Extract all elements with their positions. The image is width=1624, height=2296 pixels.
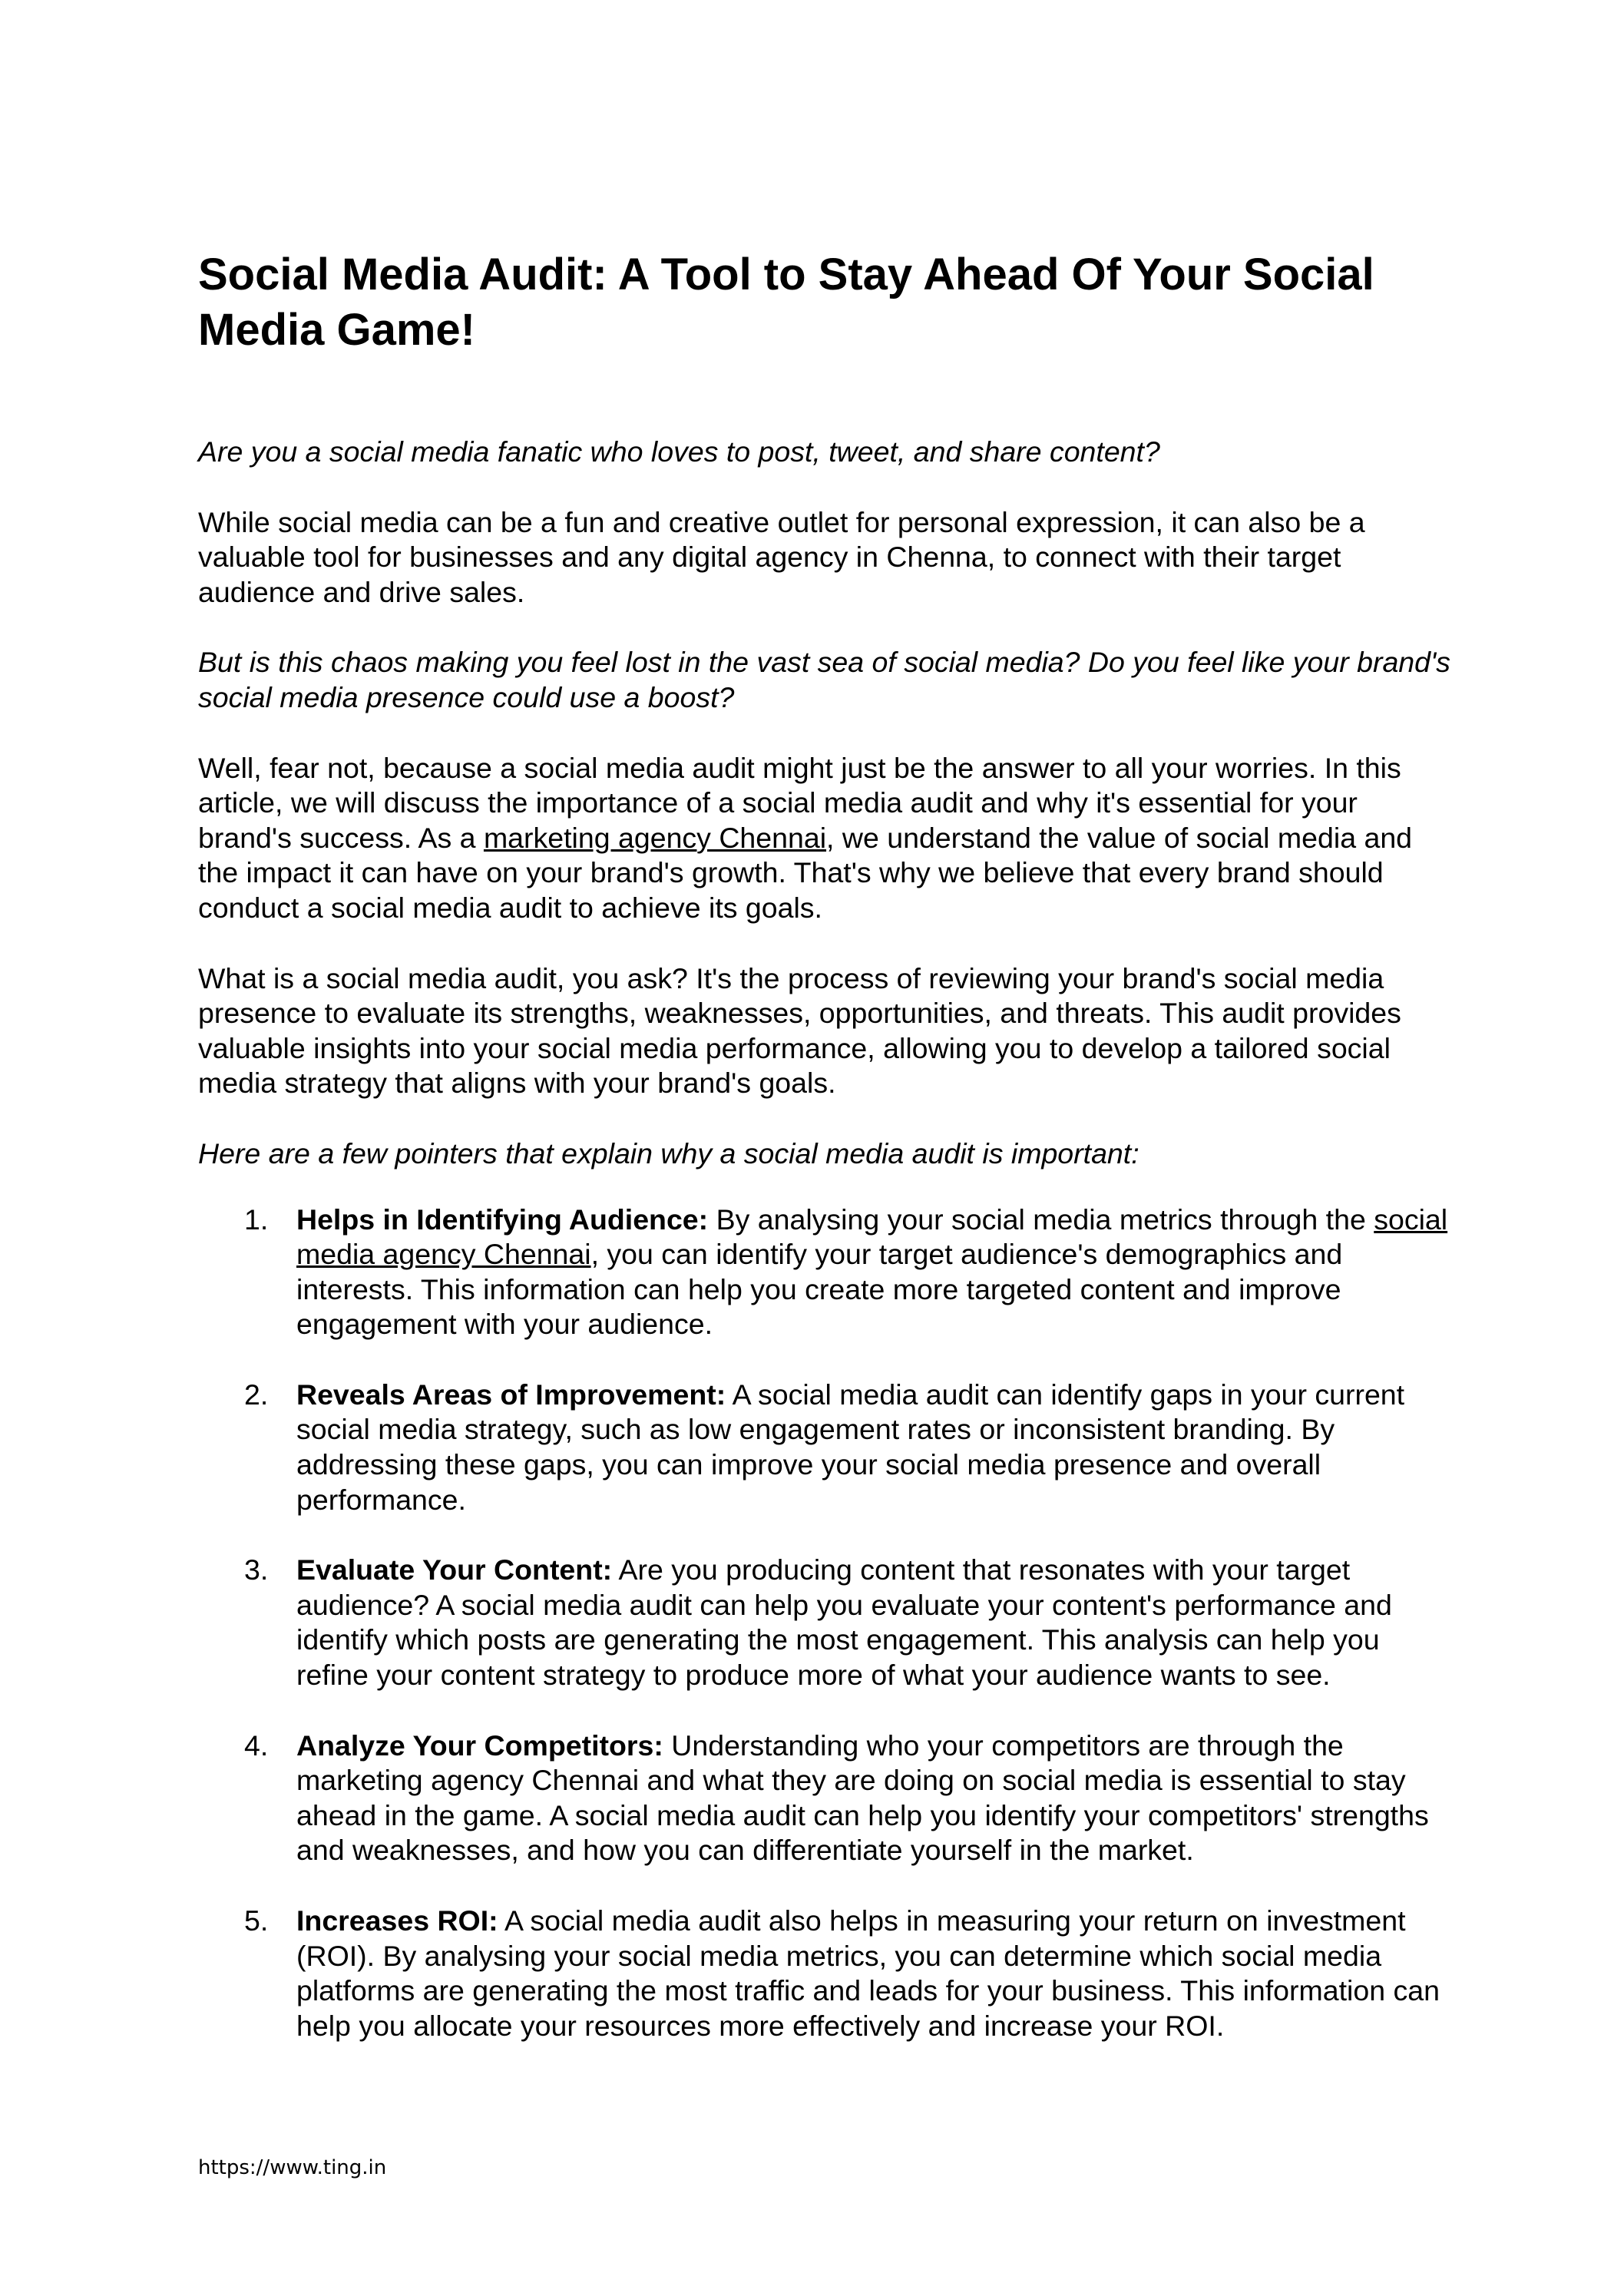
pointers-list [198,1203,1457,2044]
list-item [198,1203,1457,1342]
paragraph-1: While social media can be a fun and creative outlet for personal expression, it can also be a valuable tool for businesses and any digital agency in Chenna, to connect with their target audience and drive sales. [198,505,1365,608]
list-item-lead: Reveals Areas of Improvement: [296,1378,726,1411]
list-item [198,1378,1457,1517]
list-item-text: A social media audit can identify gaps in your current social media strategy, such as low engagement rates or inconsistent branding. By addressing these gaps, you can improve your social media presence and overall performance. [296,1378,1405,1516]
list-item-text-after: , you can identify your target audience's demographics and interests. This information can help you create more targeted content and improve engagement with your audience. [296,1238,1343,1341]
list-item-lead: Evaluate Your Content: [296,1553,613,1586]
paragraph-3-text-before: Well, fear not, because a social media audit might just be the answer to all your worries. In this article, we will discuss the importance of a social media audit and why it's essential for your brand's success. As a [198,751,1401,854]
list-number: 4. [244,1729,269,1762]
list-item [198,1904,1457,2043]
pointers-intro: Here are a few pointers that explain why a social media audit is important: [198,1136,1139,1170]
list-number: 3. [244,1553,269,1586]
social-media-agency-link[interactable]: social media agency Chennai [296,1203,1448,1271]
footer-url: https://www.ting.in [198,2156,387,2179]
list-item-lead: Helps in Identifying Audience: [296,1203,709,1236]
list-item-text: Understanding who your competitors are through the marketing agency Chennai and what they are doing on social media is essential to stay ahead in the game. A social media audit can help you identify your competitors' strengths and weaknesses, and how you can differentiate yourself in the market. [296,1729,1429,1867]
list-item-text: By analysing your social media metrics through the [708,1203,1374,1236]
list-item-lead: Analyze Your Competitors: [296,1729,663,1762]
list-number: 2. [244,1378,269,1411]
list-item-lead: Increases ROI: [296,1904,498,1937]
paragraph-3 [198,751,1457,926]
question-paragraph: But is this chaos making you feel lost in the vast sea of social media? Do you feel like your brand's social media presence could use a boost? [198,646,1450,713]
list-number: 1. [244,1203,269,1236]
list-item [198,1553,1457,1692]
list-item [198,1729,1457,1868]
list-item-text: Are you producing content that resonates with your target audience? A social media audit can help you evaluate your content's performance and identify which posts are generating the most engagement. This analysis can help you refine your content strategy to produce more of what your audience wants to see. [296,1553,1392,1692]
paragraph-3-text-after: , we understand the value of social media and the impact it can have on your brand's growth. That's why we believe that every brand should conduct a social media audit to achieve its goals. [198,821,1413,924]
document-page [198,247,1457,2079]
paragraph-4: What is a social media audit, you ask? It's the process of reviewing your brand's social media presence to evaluate its strengths, weaknesses, opportunities, and threats. This audit provides valuable insights into your social media performance, allowing you to develop a tailored social media strategy that aligns with your brand's goals. [198,961,1401,1100]
list-number: 5. [244,1904,269,1937]
list-item-text: A social media audit also helps in measuring your return on investment (ROI). By analysing your social media metrics, you can determine which social media platforms are generating the most traffic and leads for your business. This information can help you allocate your resources more effectively and increase your ROI. [296,1904,1440,2042]
intro-question: Are you a social media fanatic who loves to post, tweet, and share content? [198,435,1160,468]
marketing-agency-link[interactable]: marketing agency Chennai [483,821,827,854]
document-title: Social Media Audit: A Tool to Stay Ahead Of Your Social Media Game! [198,250,1374,355]
